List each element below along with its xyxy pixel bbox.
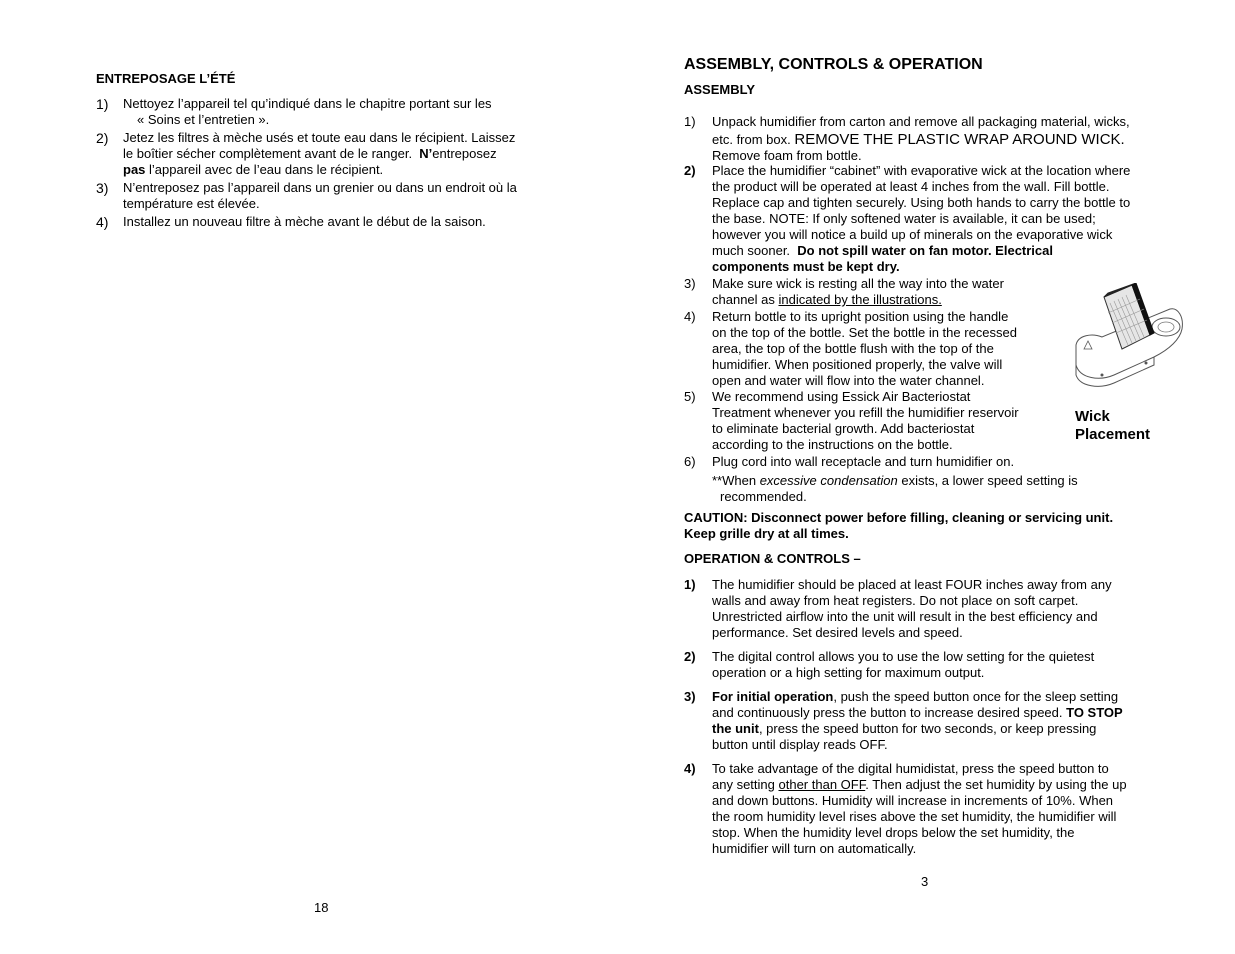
item-text: le boîtier sécher complètement avant de le ranger. [123, 146, 420, 161]
item-text: N’entreposez pas l’appareil dans un grenier ou dans un endroit où la [123, 180, 517, 195]
item-text-bold: TO STOP [1066, 705, 1123, 720]
item-text: Jetez les filtres à mèche usés et toute eau dans le récipient. Laissez [123, 130, 516, 145]
item-number: 5) [684, 389, 696, 404]
item-text: much sooner. [712, 243, 798, 258]
item-text: the base. NOTE: If only softened water is available, it can be used; [712, 211, 1096, 226]
note-text: recommended. [720, 489, 807, 504]
item-number: 3) [684, 276, 696, 291]
page-title: ASSEMBLY, CONTROLS & OPERATION [684, 56, 983, 73]
item-text: and continuously press the button to increase desired speed. [712, 705, 1067, 720]
item-number: 1) [684, 114, 696, 129]
item-text: Treatment whenever you refill the humidifier reservoir [712, 405, 1019, 420]
item-text: however you will notice a build up of minerals on the evaporative wick [712, 227, 1113, 242]
item-text: Unrestricted airflow into the unit will result in the best efficiency and [712, 609, 1098, 624]
item-text: operation or a high setting for maximum output. [712, 665, 985, 680]
item-text-bold: N’ [419, 146, 433, 161]
page-number: 3 [921, 874, 929, 889]
item-text-bold: pas [123, 162, 146, 177]
item-text: entreposez [432, 146, 497, 161]
item-text: The digital control allows you to use the low setting for the quietest [712, 649, 1095, 664]
figure-caption-line: Placement [1075, 426, 1151, 443]
wick-placement-figure [1074, 283, 1184, 391]
item-text: . Then adjust the set humidity by using the up [865, 777, 1127, 792]
item-number: 2) [96, 130, 109, 146]
item-number: 2) [684, 163, 696, 178]
item-number: 3) [96, 180, 109, 196]
item-text: « Soins et l’entretien ». [137, 112, 270, 127]
item-text: the product will be operated at least 4 inches from the wall. Fill bottle. [712, 179, 1110, 194]
note-text: exists, a lower speed setting is [897, 473, 1078, 488]
item-text: , push the speed button once for the sleep setting [833, 689, 1119, 704]
item-text: and down buttons. Humidity will increase in increments of 10%. When [712, 793, 1114, 808]
item-text: Installez un nouveau filtre à mèche avant le début de la saison. [123, 214, 486, 229]
item-text-bold: Do not spill water on fan motor. Electrical [797, 243, 1053, 258]
item-text-bold: For initial operation [712, 689, 834, 704]
item-number: 4) [684, 761, 696, 776]
item-text: humidifier. When positioned properly, the valve will [712, 357, 1003, 372]
item-text: Remove foam from bottle. [712, 148, 862, 163]
item-text: channel as [712, 292, 779, 307]
storage-heading: ENTREPOSAGE L’ÉTÉ [96, 71, 236, 86]
item-text: l’appareil avec de l’eau dans le récipient. [145, 162, 384, 177]
item-text: Replace cap and tighten securely. Using both hands to carry the bottle to [712, 195, 1131, 210]
item-text: the room humidity level rises above the set humidity, the humidifier will [712, 809, 1117, 824]
item-number: 1) [96, 96, 109, 112]
note-text-italic: excessive condensation [759, 473, 898, 488]
item-text: Plug cord into wall receptacle and turn humidifier on. [712, 454, 1015, 469]
item-text: We recommend using Essick Air Bacteriostat [712, 389, 971, 404]
item-text: To take advantage of the digital humidistat, press the speed button to [712, 761, 1109, 776]
item-text: any setting [712, 777, 779, 792]
caution-line: Keep grille dry at all times. [684, 526, 849, 541]
item-number: 4) [684, 309, 696, 324]
item-text: to eliminate bacterial growth. Add bacteriostat [712, 421, 975, 436]
operation-heading: OPERATION & CONTROLS – [684, 551, 861, 566]
item-text: Nettoyez l’appareil tel qu’indiqué dans le chapitre portant sur les [123, 96, 492, 111]
item-text: Unpack humidifier from carton and remove all packaging material, wicks, [712, 114, 1130, 129]
item-text: etc. from box. [712, 132, 795, 147]
wick-illustration [1074, 283, 1184, 391]
item-text: walls and away from heat registers. Do not place on soft carpet. [712, 593, 1079, 608]
item-text: , press the speed button for two seconds, or keep pressing [758, 721, 1097, 736]
item-text: Make sure wick is resting all the way into the water [712, 276, 1004, 291]
item-text: button until display reads OFF. [712, 737, 888, 752]
item-text: open and water will flow into the water channel. [712, 373, 985, 388]
item-text: on the top of the bottle. Set the bottle in the recessed [712, 325, 1017, 340]
item-text: performance. Set desired levels and speed. [712, 625, 963, 640]
speed-note [712, 473, 1078, 505]
item-number: 2) [684, 649, 696, 664]
item-text: humidifier will turn on automatically. [712, 841, 917, 856]
item-text: stop. When the humidity level drops below the set humidity, the [712, 825, 1075, 840]
assembly-heading: ASSEMBLY [684, 82, 756, 97]
item-text: Place the humidifier “cabinet” with evaporative wick at the location where [712, 163, 1131, 178]
item-text-underlined: other than OFF [778, 777, 866, 792]
item-text: The humidifier should be placed at least FOUR inches away from any [712, 577, 1112, 592]
item-number: 3) [684, 689, 696, 704]
caution-text [684, 510, 1113, 542]
item-number: 4) [96, 214, 109, 230]
item-text-underlined: indicated by the illustrations. [778, 292, 942, 307]
item-text-bold: components must be kept dry. [712, 259, 900, 274]
item-text: according to the instructions on the bottle. [712, 437, 953, 452]
figure-caption-line: Wick [1075, 408, 1110, 425]
item-text: température est élevée. [123, 196, 260, 211]
caution-line: CAUTION: Disconnect power before filling, cleaning or servicing unit. [684, 510, 1114, 525]
page-number: 18 [314, 900, 329, 915]
item-number: 1) [684, 577, 696, 592]
item-text-bold: the unit [712, 721, 759, 736]
item-number: 6) [684, 454, 696, 469]
item-text: area, the top of the bottle flush with the top of the [712, 341, 994, 356]
item-text: Return bottle to its upright position using the handle [712, 309, 1009, 324]
note-text: **When [712, 473, 760, 488]
item-text-caps: REMOVE THE PLASTIC WRAP AROUND WICK. [794, 131, 1125, 148]
figure-caption [1075, 408, 1150, 444]
